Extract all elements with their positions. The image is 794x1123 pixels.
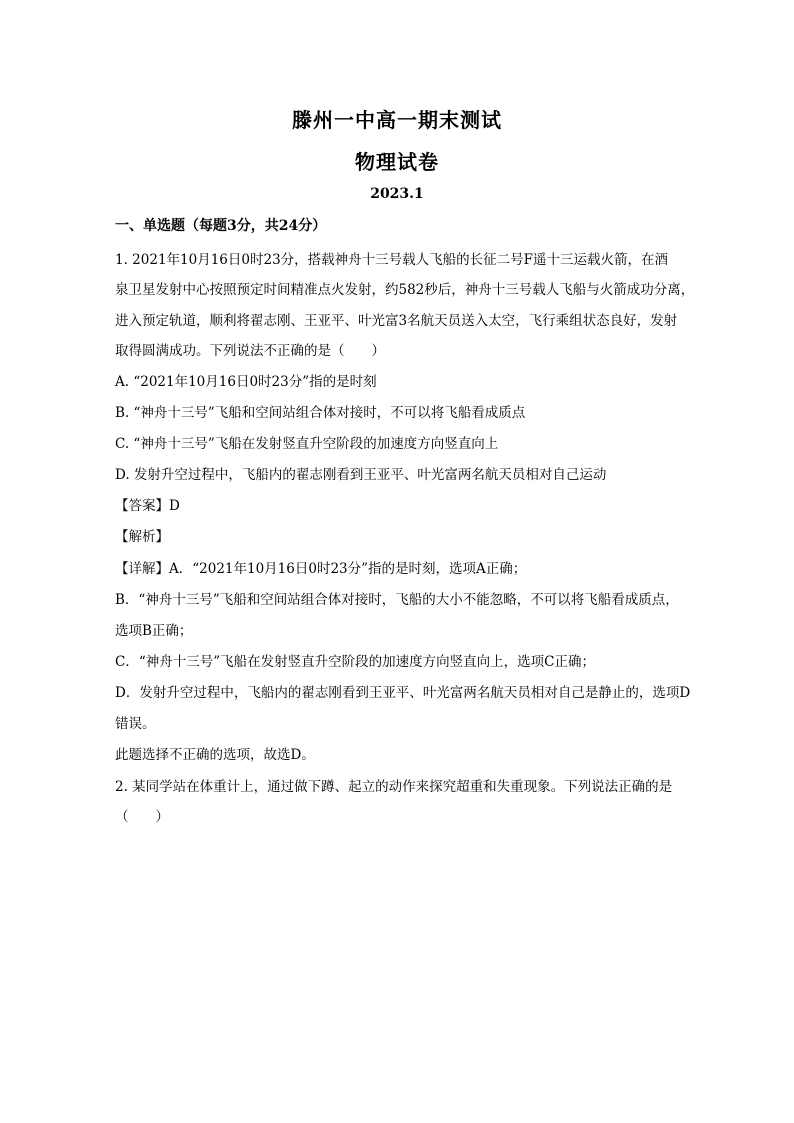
q1-option-d: D. 发射升空过程中，飞船内的翟志刚看到王亚平、叶光富两名航天员相对自己运动 bbox=[115, 467, 607, 483]
q1-option-b: B. “神舟十三号”飞船和空间站组合体对接时，不可以将飞船看成质点 bbox=[115, 405, 526, 421]
q1-option-c: C. “神舟十三号”飞船在发射竖直升空阶段的加速度方向竖直向上 bbox=[115, 436, 499, 452]
q1-detail-line: 错误。 bbox=[115, 716, 156, 732]
section-heading: 一、单选题（每题3分，共24分） bbox=[115, 218, 327, 234]
q1-detail-line: 此题选择不正确的选项，故选D。 bbox=[115, 747, 315, 763]
exam-title: 滕州一中高一期末测试 bbox=[292, 108, 502, 132]
q1-detail-line: D．发射升空过程中，飞船内的翟志刚看到王亚平、叶光富两名航天员相对自己是静止的，选项D bbox=[115, 685, 691, 701]
exam-subtitle: 物理试卷 bbox=[355, 150, 439, 174]
q1-answer: 【答案】D bbox=[115, 498, 180, 514]
q1-analysis-heading: 【解析】 bbox=[115, 529, 169, 545]
q1-stem-line: 1. 2021年10月16日0时23分，搭载神舟十三号载人飞船的长征二号F遥十三运载火箭，在酒 bbox=[115, 252, 669, 268]
q1-detail-line: 【详解】A．“2021年10月16日0时23分”指的是时刻，选项A正确； bbox=[115, 561, 527, 577]
exam-date: 2023.1 bbox=[370, 186, 424, 202]
q1-stem-line: 进入预定轨道，顺利将翟志刚、王亚平、叶光富3名航天员送入太空，飞行乘组状态良好，发射 bbox=[115, 313, 678, 329]
q1-detail-line: B．“神舟十三号”飞船和空间站组合体对接时，飞船的大小不能忽略，不可以将飞船看成质点， bbox=[115, 592, 679, 608]
q1-stem-line: 泉卫星发射中心按照预定时间精准点火发射，约582秒后，神舟十三号载人飞船与火箭成功分离， bbox=[115, 282, 695, 298]
q2-stem-line: 2. 某同学站在体重计上，通过做下蹲、起立的动作来探究超重和失重现象。下列说法正确的是 bbox=[115, 779, 673, 795]
q2-stem-line: （ ） bbox=[115, 809, 169, 825]
q1-detail-line: 选项B正确； bbox=[115, 623, 193, 639]
q1-option-a: A. “2021年10月16日0时23分”指的是时刻 bbox=[115, 374, 377, 390]
q1-detail-line: C．“神舟十三号”飞船在发射竖直升空阶段的加速度方向竖直向上，选项C正确； bbox=[115, 654, 595, 670]
q1-stem-line: 取得圆满成功。下列说法不正确的是（ ） bbox=[115, 343, 385, 359]
